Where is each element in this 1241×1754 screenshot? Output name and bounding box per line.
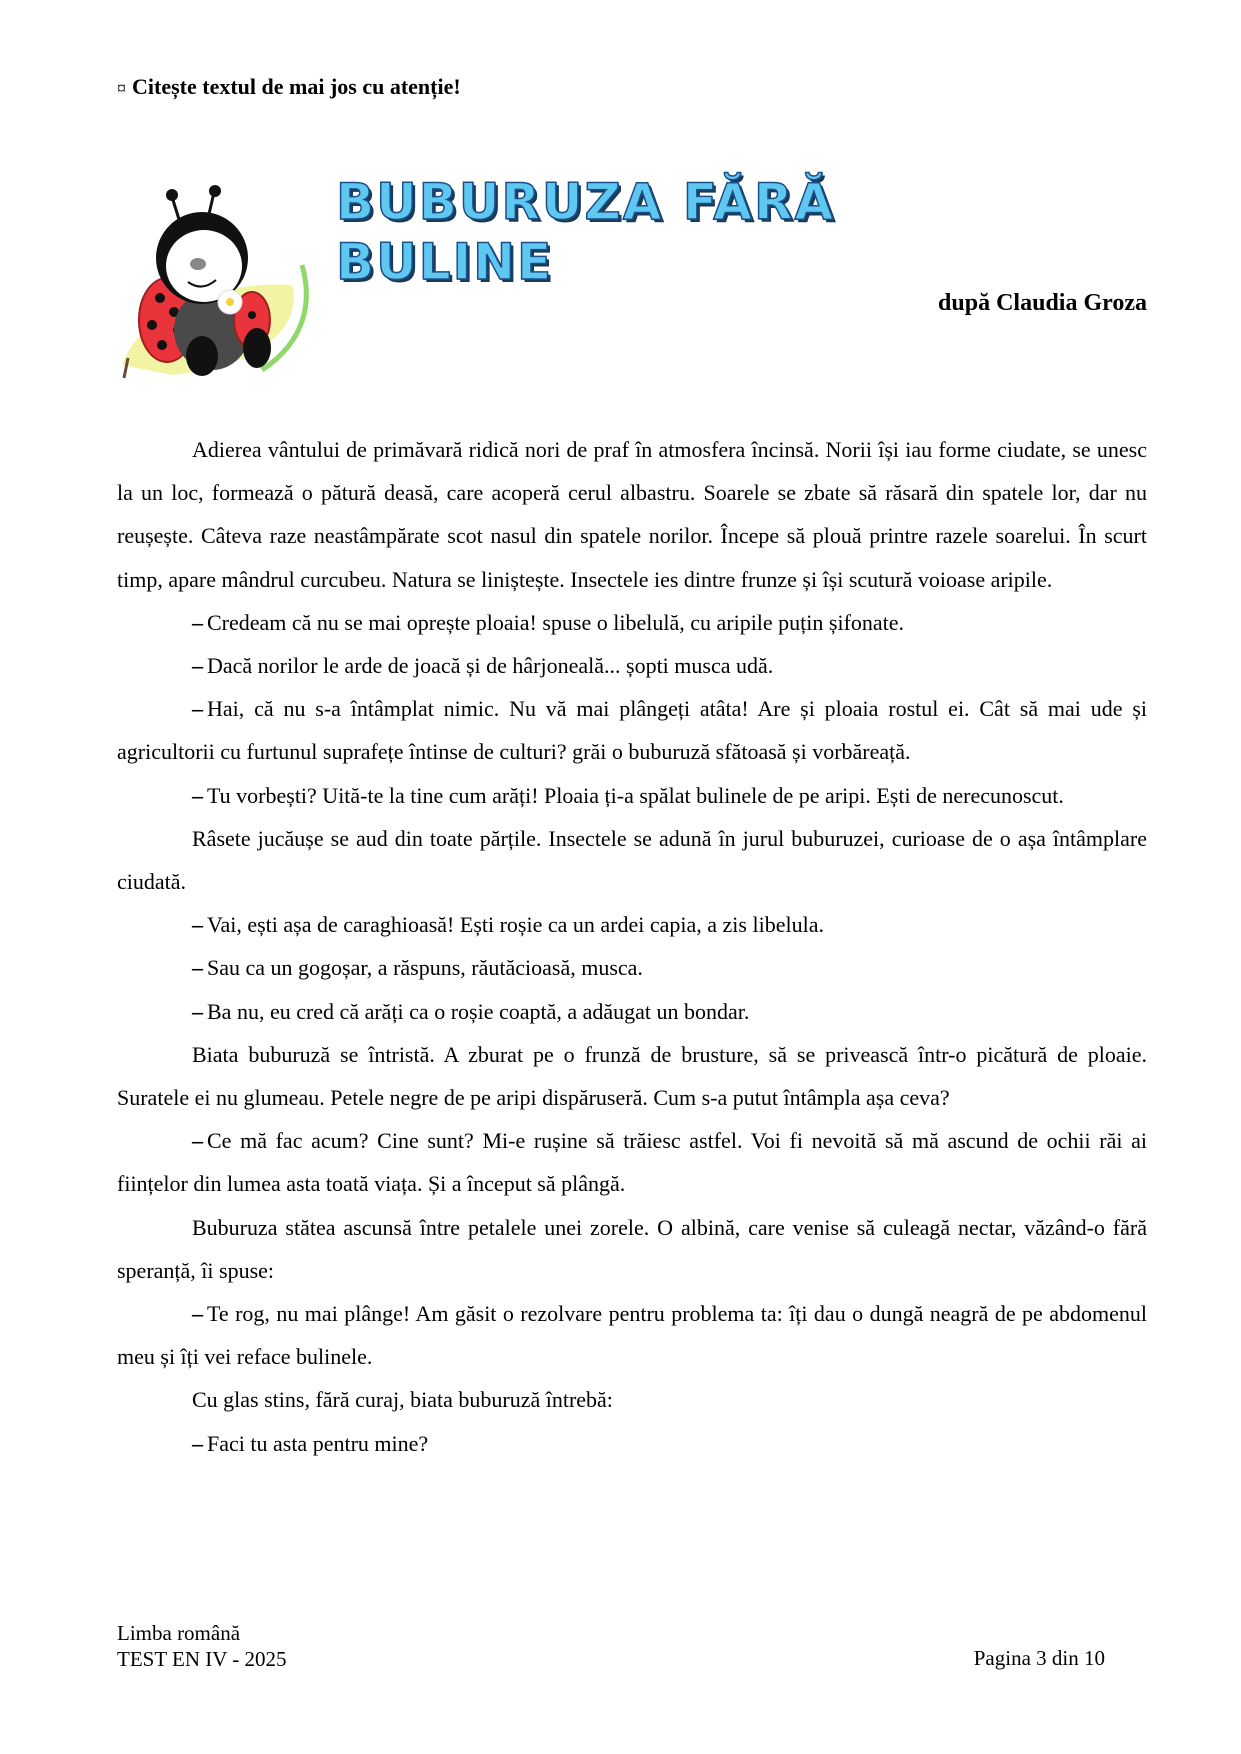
paragraph-text: Hai, că nu s-a întâmplat nimic. Nu vă mai plângeți atâta! Are și ploaia rostul ei. Cât să mai ude și agricultorii cu furtunul suprafețe întinse de culturi? grăi o buburuză sfătoasă și vorbăreață. [117,696,1147,765]
dialog-dash: – [192,1128,203,1154]
footer-subject: Limba română [117,1621,241,1645]
paragraph-text: Credeam că nu se mai oprește ploaia! spuse o libelulă, cu aripile puțin șifonate. [207,609,905,635]
narrative-paragraph [117,1033,1147,1119]
narrative-paragraph [117,428,1147,601]
paragraph-text: Adierea vântului de primăvară ridică nori de praf în atmosfera încinsă. Norii își iau forme ciudate, se unesc la un loc, formează o pătură deasă, care acoperă cerul albastru. Soarele se zbate să răsară din spatele lor, dar nu reușește. Câteva raze neastâmpărate scot nasul din spatele norilor. Începe să plouă printre razele soarelui. În scurt timp, apare mândrul curcubeu. Natura se liniștește. Insectele ies dintre frunze și își scutură voioase aripile. [117,437,1147,592]
dialog-line [117,774,1147,817]
paragraph-text: Biata buburuză se întristă. A zburat pe o frunză de brusture, să se privească într-o picătură de ploaie. Suratele ei nu glumeau. Petele negre de pe aripi dispăruseră. Cum s-a putut întâmpla așa ceva? [117,1041,1147,1111]
dialog-dash: – [192,955,203,981]
paragraph-text: Ce mă fac acum? Cine sunt? Mi-e rușine să trăiesc astfel. Voi fi nevoită să mă ascund de ochii răi ai ființelor din lumea asta toată viața. Și a început să plângă. [117,1128,1147,1197]
paragraph-text: Faci tu asta pentru mine? [207,1430,429,1456]
paragraph-text: Sau ca un gogoșar, a răspuns, răutăcioasă, musca. [207,955,643,981]
narrative-paragraph [117,817,1147,903]
footer-test: TEST EN IV - 2025 [117,1647,287,1671]
dialog-line [117,1119,1147,1205]
dialog-line [117,601,1147,644]
paragraph-text: Te rog, nu mai plânge! Am găsit o rezolvare pentru problema ta: îți dau o dungă neagră de pe abdomenul meu și îți vei reface bulinele. [117,1301,1147,1370]
page-number: Pagina 3 din 10 [973,1646,1105,1670]
dialog-dash: – [192,1430,203,1456]
dialog-dash: – [192,998,203,1024]
dialog-line [117,990,1147,1033]
dialog-line [117,1422,1147,1465]
paragraph-text: Vai, ești așa de caraghioasă! Ești roșie ca un ardei capia, a zis libelula. [207,912,824,938]
dialog-dash: – [192,696,203,722]
dialog-dash: – [192,782,203,808]
dialog-line [117,946,1147,989]
dialog-dash: – [192,653,203,679]
currency-bullet-icon: ¤ [117,78,126,98]
dialog-line [117,644,1147,687]
paragraph-text: Cu glas stins, fără curaj, biata buburuză întrebă: [192,1387,613,1413]
paragraph-text: Râsete jucăușe se aud din toate părțile. Insectele se adună în jurul buburuzei, curioase de o așa întâmplare ciudată. [117,825,1147,895]
narrative-paragraph [117,1378,1147,1421]
footer-left [117,1620,287,1672]
ladybug-illustration [112,180,332,380]
paragraph-text: Tu vorbești? Uită-te la tine cum arăți! Ploaia ți-a spălat bulinele de pe aripi. Ești de nerecunoscut. [207,782,1064,808]
dialog-dash: – [192,1301,203,1327]
dialog-line [117,903,1147,946]
story-title: BUBURUZA FĂRĂ BULINE [336,173,836,291]
dialog-line [117,1292,1147,1378]
paragraph-text: Ba nu, eu cred că arăți ca o roșie coaptă, a adăugat un bondar. [207,998,750,1024]
instruction-text: Citește textul de mai jos cu atenție! [132,74,461,99]
reading-instruction [117,74,461,100]
story-body [117,428,1147,1465]
ladybug-icon [112,180,332,380]
story-author: după Claudia Groza [938,290,1147,316]
dialog-dash: – [192,912,203,938]
dialog-line [117,687,1147,773]
paragraph-text: Buburuza stătea ascunsă între petalele unei zorele. O albină, care venise să culeagă nectar, văzând-o fără speranță, îi spuse: [117,1214,1147,1283]
dialog-dash: – [192,609,203,635]
narrative-paragraph [117,1206,1147,1292]
paragraph-text: Dacă norilor le arde de joacă și de hârjoneală... șopti musca udă. [207,653,774,679]
